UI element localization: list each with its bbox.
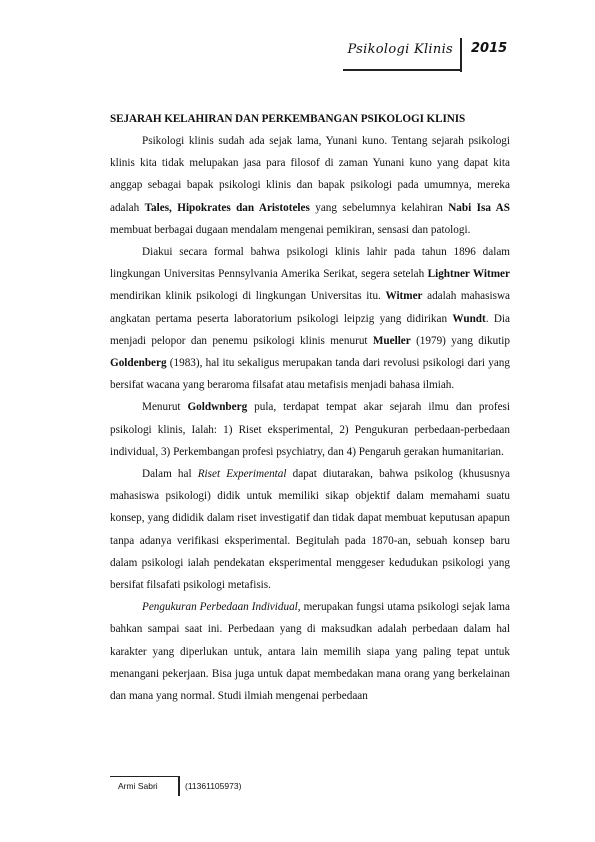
bold-run: Lightner Witmer bbox=[427, 268, 510, 281]
text-run: membuat berbagai dugaan mendalam mengenai pemikiran, sensasi dan patologi. bbox=[110, 223, 471, 236]
italic-run: Riset Experimental bbox=[197, 468, 287, 481]
paragraph-1 bbox=[110, 130, 510, 241]
page-header bbox=[0, 38, 595, 74]
text-run: Diakui secara formal bahwa psikologi klinis lahir pada tahun 1896 dalam lingkungan Universitas Pennsylvania Amerika Serikat, segera setelah bbox=[110, 246, 510, 281]
section-heading: SEJARAH KELAHIRAN DAN PERKEMBANGAN PSIKOLOGI KLINIS bbox=[110, 113, 466, 125]
document-body bbox=[110, 108, 510, 707]
text-run: Dalam hal bbox=[142, 468, 198, 481]
footer-author-name: Armi Sabri bbox=[118, 781, 158, 791]
text-run: adalah mahasiswa angkatan pertama peserta laboratorium psikologi leipzig yang didirikan bbox=[110, 290, 510, 325]
header-divider bbox=[460, 38, 462, 72]
text-run: Psikologi klinis sudah ada sejak lama, Yunani kuno. Tentang sejarah psikologi klinis kita tidak melupakan jasa para filosof di zaman Yunani kuno yang dapat kita anggap sebagai bapak psikologi klinis dan bapak psikologi pada umumnya, mereka adalah bbox=[110, 135, 510, 214]
header-underline bbox=[343, 69, 460, 71]
text-run: (1979) yang dikutip bbox=[410, 334, 510, 347]
bold-run: Goldwnberg bbox=[187, 401, 248, 414]
paragraph-5 bbox=[110, 596, 510, 707]
bold-run: Wundt bbox=[452, 312, 486, 325]
paragraph-3 bbox=[110, 396, 510, 463]
footer-student-id: (11361105973) bbox=[185, 781, 242, 791]
text-run: Menurut bbox=[142, 401, 188, 414]
italic-run: Pengukuran Perbedaan Individual, bbox=[142, 601, 301, 614]
bold-run: Mueller bbox=[372, 334, 411, 347]
paragraph-2 bbox=[110, 241, 510, 396]
bold-run: Nabi Isa AS bbox=[448, 201, 510, 214]
footer-divider bbox=[178, 776, 180, 796]
text-run: mendirikan klinik psikologi di lingkungan Universitas itu. bbox=[110, 290, 386, 303]
text-run: (1983), hal itu sekaligus merupakan tanda dari revolusi psikologi dari yang bersifat wacana yang beraroma filsafat atau metafisis menjadi bahasa ilmiah. bbox=[110, 357, 510, 392]
footer-rule bbox=[110, 776, 180, 777]
header-year: 2015 bbox=[471, 41, 508, 56]
text-run: pula, terdapat tempat akar sejarah ilmu dan profesi psikologi klinis, Ialah: 1) Riset eksperimental, 2) Pengukuran perbedaan-perbedaan individual, 3) Perkembangan profesi psychiatry, dan 4) Pengaruh gerakan humanitarian. bbox=[110, 401, 510, 458]
text-run: . Dia menjadi pelopor dan penemu psikologi klinis menurut bbox=[110, 312, 510, 347]
header-title: Psikologi Klinis bbox=[347, 42, 453, 57]
text-run: merupakan fungsi utama psikologi sejak lama bahkan sampai saat ini. Perbedaan yang di maksudkan adalah perbedaan dalam hal karakter yang diperlukan untuk, antara lain memilih siapa yang paling tepat untuk menangani pekerjaan. Bisa juga untuk dapat membedakan mana orang yang berkelainan dan mana yang normal. Studi ilmiah mengenai perbedaan bbox=[110, 601, 510, 703]
bold-run: Tales, Hipokrates dan Aristoteles bbox=[144, 201, 310, 214]
bold-run: Goldenberg bbox=[110, 357, 167, 370]
text-run: dapat diutarakan, bahwa psikolog (khususnya mahasiswa psikologi) didik untuk memiliki sikap objektif dalam memahami suatu konsep, yang dididik dalam riset investigatif dan tidak dapat membuat keputusan apapun tanpa adanya verifikasi eksperimental. Begitulah pada 1870-an, sebuah konsep baru dalam psikologi ialah pendekatan eksperimental menggeser kedudukan psikologi yang bersifat filsafati psikologi metafisis. bbox=[110, 468, 510, 592]
text-run: yang sebelumnya kelahiran bbox=[309, 201, 449, 214]
bold-run: Witmer bbox=[385, 290, 423, 303]
paragraph-4 bbox=[110, 463, 510, 596]
